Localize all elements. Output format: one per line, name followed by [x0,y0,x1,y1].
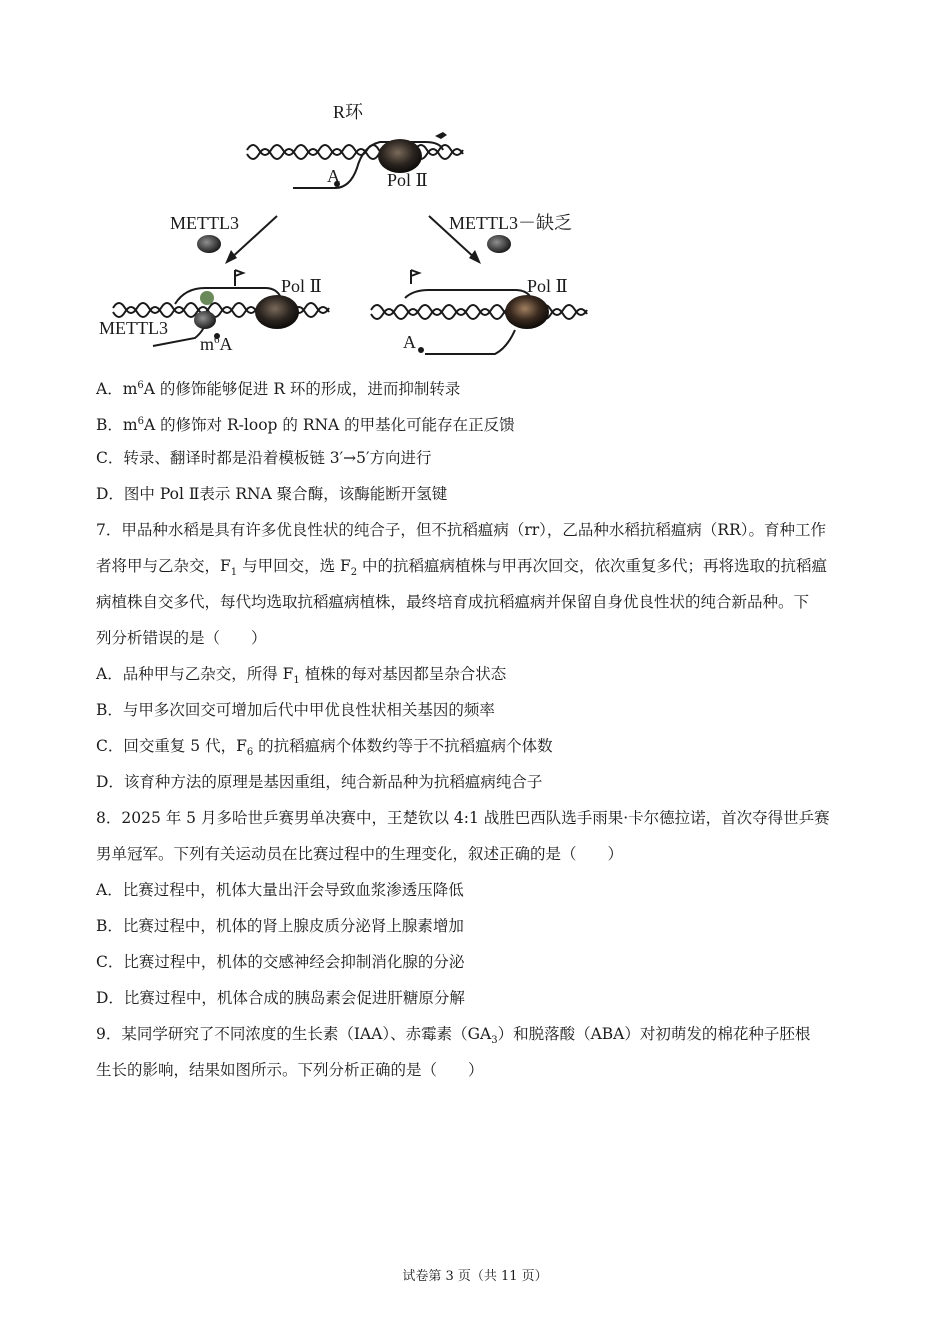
a-label-right: A [403,332,416,352]
q7-option-b: B．与甲多次回交可增加后代中甲优良性状相关基因的频率 [96,701,495,719]
q7-stem-line4: 列分析错误的是（ ） [96,629,267,647]
q8-option-c: C．比赛过程中，机体的交感神经会抑制消化腺的分泌 [96,953,465,971]
pol-ii-right [505,295,549,329]
page-footer: 试卷第 3 页（共 11 页） [402,1269,548,1284]
q7-option-c: C．回交重复 5 代，$F_6$ 的抗稻瘟病个体数约等于不抗稻瘟病个体数 [96,737,553,759]
q8-stem-line1: 8．2025 年 5 月多哈世乒赛男单决赛中，王楚钦以 4:1 战胜巴西队选手雨果·卡尔德拉诺，首次夺得世乒赛 [96,809,830,827]
a-label-top: A [327,166,340,186]
q6-option-a: A．$m^6A$ 的修饰能够促进 R 环的形成，进而抑制转录 [96,380,461,399]
q7-stem-line1: 7．甲品种水稻是具有许多优良性状的纯合子，但不抗稻瘟病（rr），乙品种水稻抗稻瘟病（RR）。育种工作 [96,521,827,539]
m6a-label: $m^6A$ [200,334,233,354]
q8-option-b: B．比赛过程中，机体的肾上腺皮质分泌肾上腺素增加 [96,917,464,935]
q7-stem-line3: 病植株自交多代，每代均选取抗稻瘟病植株，最终培育成抗稻瘟病并保留自身优良性状的纯合新品种。下 [96,593,810,611]
q7-stem-line2: 者将甲与乙杂交，$F_1$ 与甲回交，选 $F_2$ 中的抗稻瘟病植株与甲再次回交，依次重复多代；再将选取的抗稻瘟 [96,557,828,579]
pol-ii-left [255,295,299,329]
q8-option-d: D．比赛过程中，机体合成的胰岛素会促进肝糖原分解 [96,989,465,1007]
q8-stem-line2: 男单冠军。下列有关运动员在比赛过程中的生理变化，叙述正确的是（ ） [96,845,624,863]
pol-ii-label-top: Pol Ⅱ [387,170,428,190]
mettl3-label: METTL3 [170,213,239,233]
mettl3-bottom-label: METTL3 [99,318,168,338]
mettl3-bound [194,311,216,329]
q9-stem-line1: 9．某同学研究了不同浓度的生长素（IAA）、赤霉素$(GA_3)$和脱落酸（ABA）对初萌发的棉花种子胚根 [96,1025,811,1047]
q6-option-b: B．$m^6A$ 的修饰对 R-loop 的 RNA 的甲基化可能存在正反馈 [96,416,515,435]
r-loop-label: R环 [333,102,364,122]
q9-stem-line2: 生长的影响，结果如图所示。下列分析正确的是（ ） [96,1061,484,1079]
top-helix [247,142,463,188]
pol-ii-label-right: Pol Ⅱ [527,276,568,296]
q7-option-a: A．品种甲与乙杂交，所得 $F_1$ 植株的每对基因都呈杂合状态 [96,665,507,687]
q7-option-d: D．该育种方法的原理是基因重组，纯合新品种为抗稻瘟病纯合子 [96,773,543,791]
r-loop-diagram [95,98,615,368]
mettl3-protein-icon-right [487,235,511,253]
pol-ii-label-left: Pol Ⅱ [281,276,322,296]
r-loop-diagram-svg [95,98,615,368]
q8-option-a: A．比赛过程中，机体大量出汗会导致血浆渗透压降低 [96,881,464,899]
q6-option-c: C．转录、翻译时都是沿着模板链 3′→5′方向进行 [96,449,432,467]
mettl3-protein-icon [197,235,221,253]
pol-ii-top [378,139,422,173]
q6-option-d: D．图中 Pol Ⅱ表示 RNA 聚合酶，该酶能断开氢键 [96,485,448,503]
mettl3-missing-label: METTL3－缺乏 [449,213,572,233]
